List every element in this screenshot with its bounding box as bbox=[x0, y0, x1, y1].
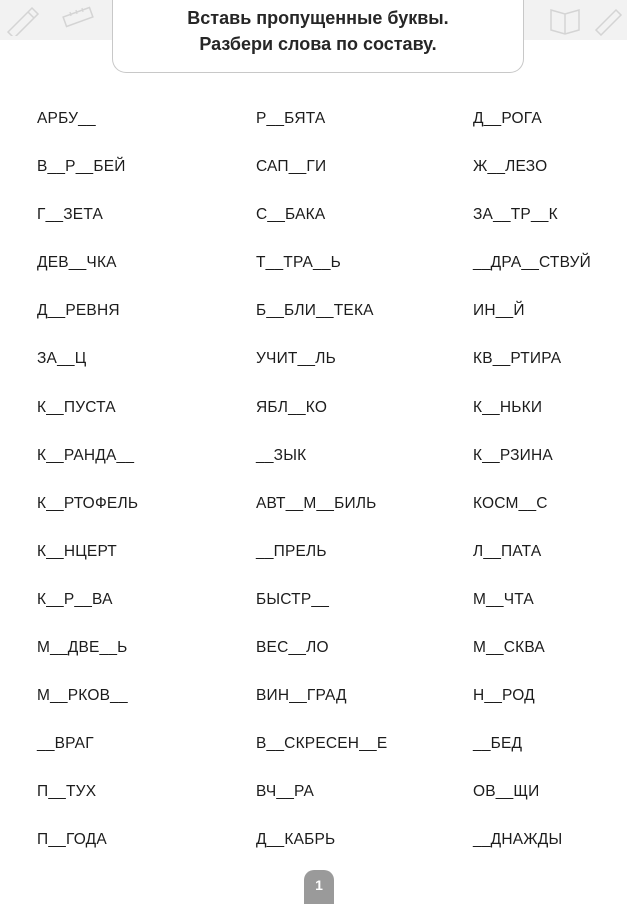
word-with-blanks: М__СКВА bbox=[473, 639, 545, 657]
word-row bbox=[0, 445, 627, 493]
word-row bbox=[0, 300, 627, 348]
word-with-blanks: М__РКОВ__ bbox=[37, 687, 128, 705]
word-row bbox=[0, 252, 627, 300]
word-with-blanks: Д__КАБРЬ bbox=[256, 831, 336, 849]
word-row bbox=[0, 781, 627, 829]
word-with-blanks: К__НЦЕРТ bbox=[37, 542, 117, 560]
word-with-blanks: ИН__Й bbox=[473, 302, 525, 320]
word-with-blanks: К__ПУСТА bbox=[37, 398, 116, 416]
book-doodle-icon bbox=[545, 2, 585, 36]
word-with-blanks: Д__РЕВНЯ bbox=[37, 302, 120, 320]
word-with-blanks: ВЧ__РА bbox=[256, 783, 315, 801]
word-with-blanks: ЯБЛ__КО bbox=[256, 398, 328, 416]
word-with-blanks: Л__ПАТА bbox=[473, 542, 542, 560]
word-with-blanks: __ЗЫК bbox=[256, 446, 307, 464]
word-with-blanks: Д__РОГА bbox=[473, 110, 542, 127]
word-with-blanks: ДЕВ__ЧКА bbox=[37, 254, 117, 272]
word-with-blanks: К__РАНДА__ bbox=[37, 446, 135, 464]
word-with-blanks: __ПРЕЛЬ bbox=[256, 542, 327, 560]
word-with-blanks: УЧИТ__ЛЬ bbox=[256, 350, 336, 368]
word-with-blanks: КОСМ__С bbox=[473, 494, 548, 512]
word-with-blanks: Ж__ЛЕЗО bbox=[473, 158, 548, 176]
word-with-blanks: ЗА__Ц bbox=[37, 350, 87, 368]
word-row bbox=[0, 397, 627, 445]
word-with-blanks: П__ГОДА bbox=[37, 831, 107, 849]
word-with-blanks: ОВ__ЩИ bbox=[473, 783, 540, 801]
instruction-line-2: Разбери слова по составу. bbox=[199, 34, 437, 54]
word-with-blanks: ЗА__ТР__К bbox=[473, 206, 558, 224]
word-row bbox=[0, 156, 627, 204]
word-row bbox=[0, 204, 627, 252]
word-row bbox=[0, 108, 627, 156]
word-with-blanks: АРБУ__ bbox=[37, 110, 96, 127]
instruction-line-1: Вставь пропущенные буквы. bbox=[187, 8, 449, 28]
word-row bbox=[0, 637, 627, 685]
word-row bbox=[0, 733, 627, 781]
ruler-doodle-icon bbox=[58, 2, 98, 36]
word-with-blanks: Н__РОД bbox=[473, 687, 535, 705]
word-with-blanks: Б__БЛИ__ТЕКА bbox=[256, 302, 374, 320]
word-grid bbox=[0, 108, 627, 878]
word-row bbox=[0, 541, 627, 589]
word-with-blanks: В__Р__БЕЙ bbox=[37, 158, 126, 176]
word-with-blanks: К__РЗИНА bbox=[473, 446, 553, 464]
word-row bbox=[0, 589, 627, 637]
instruction-header bbox=[112, 0, 524, 73]
word-with-blanks: Р__БЯТА bbox=[256, 110, 326, 127]
word-with-blanks: ВЕС__ЛО bbox=[256, 639, 329, 657]
word-with-blanks: К__РТОФЕЛЬ bbox=[37, 494, 139, 512]
pencil-doodle-icon bbox=[4, 2, 44, 36]
word-with-blanks: С__БАКА bbox=[256, 206, 326, 224]
word-with-blanks: __ВРАГ bbox=[37, 735, 94, 753]
page-number: 1 bbox=[304, 870, 334, 904]
word-with-blanks: Т__ТРА__Ь bbox=[256, 254, 342, 272]
word-with-blanks: К__НЬКИ bbox=[473, 398, 543, 416]
word-with-blanks: КВ__РТИРА bbox=[473, 350, 562, 368]
word-with-blanks: П__ТУХ bbox=[37, 783, 97, 801]
pencil-doodle-icon bbox=[590, 2, 626, 36]
word-row bbox=[0, 348, 627, 396]
word-with-blanks: АВТ__М__БИЛЬ bbox=[256, 494, 377, 512]
word-with-blanks: К__Р__ВА bbox=[37, 590, 113, 608]
word-with-blanks: __ДРА__СТВУЙ bbox=[473, 254, 591, 272]
word-row bbox=[0, 493, 627, 541]
word-row bbox=[0, 685, 627, 733]
word-with-blanks: Г__ЗЕТА bbox=[37, 206, 104, 224]
word-with-blanks: __ДНАЖДЫ bbox=[473, 831, 563, 849]
word-with-blanks: В__СКРЕСЕН__Е bbox=[256, 735, 388, 753]
word-with-blanks: САП__ГИ bbox=[256, 158, 327, 176]
word-with-blanks: ВИН__ГРАД bbox=[256, 687, 347, 705]
word-with-blanks: М__ЧТА bbox=[473, 590, 534, 608]
word-with-blanks: М__ДВЕ__Ь bbox=[37, 639, 128, 657]
word-with-blanks: БЫСТР__ bbox=[256, 590, 330, 608]
word-with-blanks: __БЕД bbox=[473, 735, 523, 753]
